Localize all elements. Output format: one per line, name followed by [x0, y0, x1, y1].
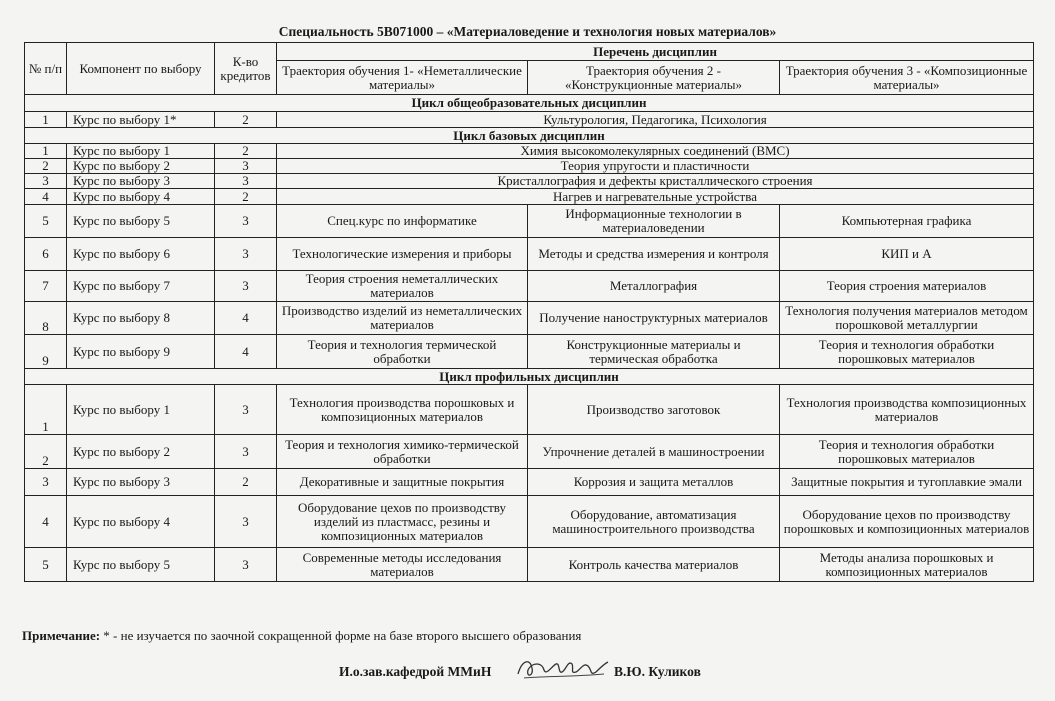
row-discipline-track-2: Оборудование, автоматизация машиностроительного производства [528, 496, 780, 548]
row-credits: 3 [215, 238, 277, 271]
row-component: Курс по выбору 2 [67, 159, 215, 174]
row-discipline-track-1: Технологические измерения и приборы [277, 238, 528, 271]
row-number: 2 [25, 435, 67, 469]
table-row [25, 189, 1034, 205]
row-discipline-track-2: Металлография [528, 271, 780, 302]
cycle-name: Цикл базовых дисциплин [25, 128, 1034, 144]
cycle-name: Цикл профильных дисциплин [25, 369, 1034, 385]
note-label: Примечание: [22, 628, 101, 643]
row-component: Курс по выбору 1 [67, 144, 215, 159]
table-row [25, 335, 1034, 369]
row-discipline-track-3: Технология получения материалов методом порошковой металлургии [780, 302, 1034, 335]
header-row [25, 43, 1034, 61]
cycle-header-row [25, 128, 1034, 144]
row-discipline-track-1: Оборудование цехов по производству изделий из пластмасс, резины и композиционных материалов [277, 496, 528, 548]
row-discipline-all-tracks: Теория упругости и пластичности [277, 159, 1034, 174]
row-number: 6 [25, 238, 67, 271]
row-component: Курс по выбору 3 [67, 469, 215, 496]
header-credits: К-во кредитов [215, 43, 277, 95]
row-component: Курс по выбору 7 [67, 271, 215, 302]
cycle-header-row [25, 369, 1034, 385]
row-discipline-track-2: Контроль качества материалов [528, 548, 780, 582]
row-discipline-track-3: Оборудование цехов по производству порошковых и композиционных материалов [780, 496, 1034, 548]
row-number: 4 [25, 496, 67, 548]
row-component: Курс по выбору 3 [67, 174, 215, 189]
row-number: 7 [25, 271, 67, 302]
table-row [25, 469, 1034, 496]
note-text: * - не изучается по заочной сокращенной форме на базе второго высшего образования [100, 628, 582, 643]
row-discipline-track-3: Компьютерная графика [780, 205, 1034, 238]
row-discipline-all-tracks: Химия высокомолекулярных соединений (ВМС) [277, 144, 1034, 159]
row-component: Курс по выбору 4 [67, 189, 215, 205]
row-number: 5 [25, 548, 67, 582]
table-row [25, 159, 1034, 174]
row-discipline-track-1: Декоративные и защитные покрытия [277, 469, 528, 496]
row-credits: 2 [215, 469, 277, 496]
table-row [25, 205, 1034, 238]
row-number: 1 [25, 144, 67, 159]
row-component: Курс по выбору 1 [67, 385, 215, 435]
table-row [25, 435, 1034, 469]
row-credits: 3 [215, 174, 277, 189]
row-number: 1 [25, 112, 67, 128]
row-number: 5 [25, 205, 67, 238]
header-track-3: Траектория обучения 3 - «Композиционные материалы» [780, 61, 1034, 95]
row-number: 9 [25, 335, 67, 369]
row-discipline-track-2: Коррозия и защита металлов [528, 469, 780, 496]
row-component: Курс по выбору 2 [67, 435, 215, 469]
row-credits: 3 [215, 271, 277, 302]
signature-position: И.о.зав.кафедрой ММиН [339, 664, 492, 679]
header-num: № п/п [25, 43, 67, 95]
row-credits: 2 [215, 189, 277, 205]
handwritten-signature [512, 652, 612, 686]
row-component: Курс по выбору 4 [67, 496, 215, 548]
row-discipline-track-2: Получение наноструктурных материалов [528, 302, 780, 335]
header-disciplines: Перечень дисциплин [277, 43, 1034, 61]
table-row [25, 238, 1034, 271]
row-number: 4 [25, 189, 67, 205]
row-credits: 3 [215, 548, 277, 582]
header-component: Компонент по выбору [67, 43, 215, 95]
cycle-header-row [25, 95, 1034, 112]
row-component: Курс по выбору 9 [67, 335, 215, 369]
table-row [25, 144, 1034, 159]
table-row [25, 385, 1034, 435]
document-title: Специальность 5В071000 – «Материаловедение и технология новых материалов» [278, 24, 777, 39]
table-row [25, 271, 1034, 302]
row-discipline-track-2: Информационные технологии в материаловедении [528, 205, 780, 238]
row-discipline-track-3: Теория строения материалов [780, 271, 1034, 302]
row-discipline-all-tracks: Культурология, Педагогика, Психология [277, 112, 1034, 128]
row-number: 3 [25, 174, 67, 189]
row-component: Курс по выбору 5 [67, 205, 215, 238]
note [22, 628, 581, 644]
row-discipline-track-3: Методы анализа порошковых и композиционных материалов [780, 548, 1034, 582]
table-row [25, 496, 1034, 548]
row-credits: 3 [215, 159, 277, 174]
row-discipline-track-3: КИП и А [780, 238, 1034, 271]
row-number: 3 [25, 469, 67, 496]
row-component: Курс по выбору 1* [67, 112, 215, 128]
row-credits: 4 [215, 302, 277, 335]
row-credits: 3 [215, 205, 277, 238]
table-row [25, 548, 1034, 582]
row-discipline-track-2: Упрочнение деталей в машиностроении [528, 435, 780, 469]
row-discipline-track-1: Теория и технология химико-термической обработки [277, 435, 528, 469]
signature-name: В.Ю. Куликов [614, 664, 701, 679]
row-number: 1 [25, 385, 67, 435]
row-number: 8 [25, 302, 67, 335]
curriculum-table [24, 42, 1034, 582]
row-credits: 2 [215, 144, 277, 159]
row-component: Курс по выбору 6 [67, 238, 215, 271]
table-row [25, 302, 1034, 335]
row-discipline-track-2: Конструкционные материалы и термическая обработка [528, 335, 780, 369]
row-credits: 3 [215, 496, 277, 548]
row-discipline-track-1: Теория строения неметаллических материалов [277, 271, 528, 302]
row-discipline-all-tracks: Нагрев и нагревательные устройства [277, 189, 1034, 205]
row-discipline-track-1: Современные методы исследования материалов [277, 548, 528, 582]
row-component: Курс по выбору 8 [67, 302, 215, 335]
header-track-1: Траектория обучения 1- «Неметаллические материалы» [277, 61, 528, 95]
row-credits: 2 [215, 112, 277, 128]
row-credits: 3 [215, 385, 277, 435]
row-discipline-track-3: Теория и технология обработки порошковых материалов [780, 435, 1034, 469]
row-discipline-track-1: Теория и технология термической обработки [277, 335, 528, 369]
row-number: 2 [25, 159, 67, 174]
table-row [25, 112, 1034, 128]
row-discipline-track-1: Технология производства порошковых и композиционных материалов [277, 385, 528, 435]
row-discipline-track-2: Методы и средства измерения и контроля [528, 238, 780, 271]
cycle-name: Цикл общеобразовательных дисциплин [25, 95, 1034, 112]
row-credits: 4 [215, 335, 277, 369]
table-row [25, 174, 1034, 189]
row-discipline-track-3: Теория и технология обработки порошковых материалов [780, 335, 1034, 369]
row-component: Курс по выбору 5 [67, 548, 215, 582]
row-discipline-track-1: Производство изделий из неметаллических материалов [277, 302, 528, 335]
row-discipline-track-1: Спец.курс по информатике [277, 205, 528, 238]
row-discipline-track-3: Технология производства композиционных материалов [780, 385, 1034, 435]
row-credits: 3 [215, 435, 277, 469]
row-discipline-track-2: Производство заготовок [528, 385, 780, 435]
row-discipline-track-3: Защитные покрытия и тугоплавкие эмали [780, 469, 1034, 496]
row-discipline-all-tracks: Кристаллография и дефекты кристаллического строения [277, 174, 1034, 189]
header-track-2: Траектория обучения 2 - «Конструкционные материалы» [528, 61, 780, 95]
